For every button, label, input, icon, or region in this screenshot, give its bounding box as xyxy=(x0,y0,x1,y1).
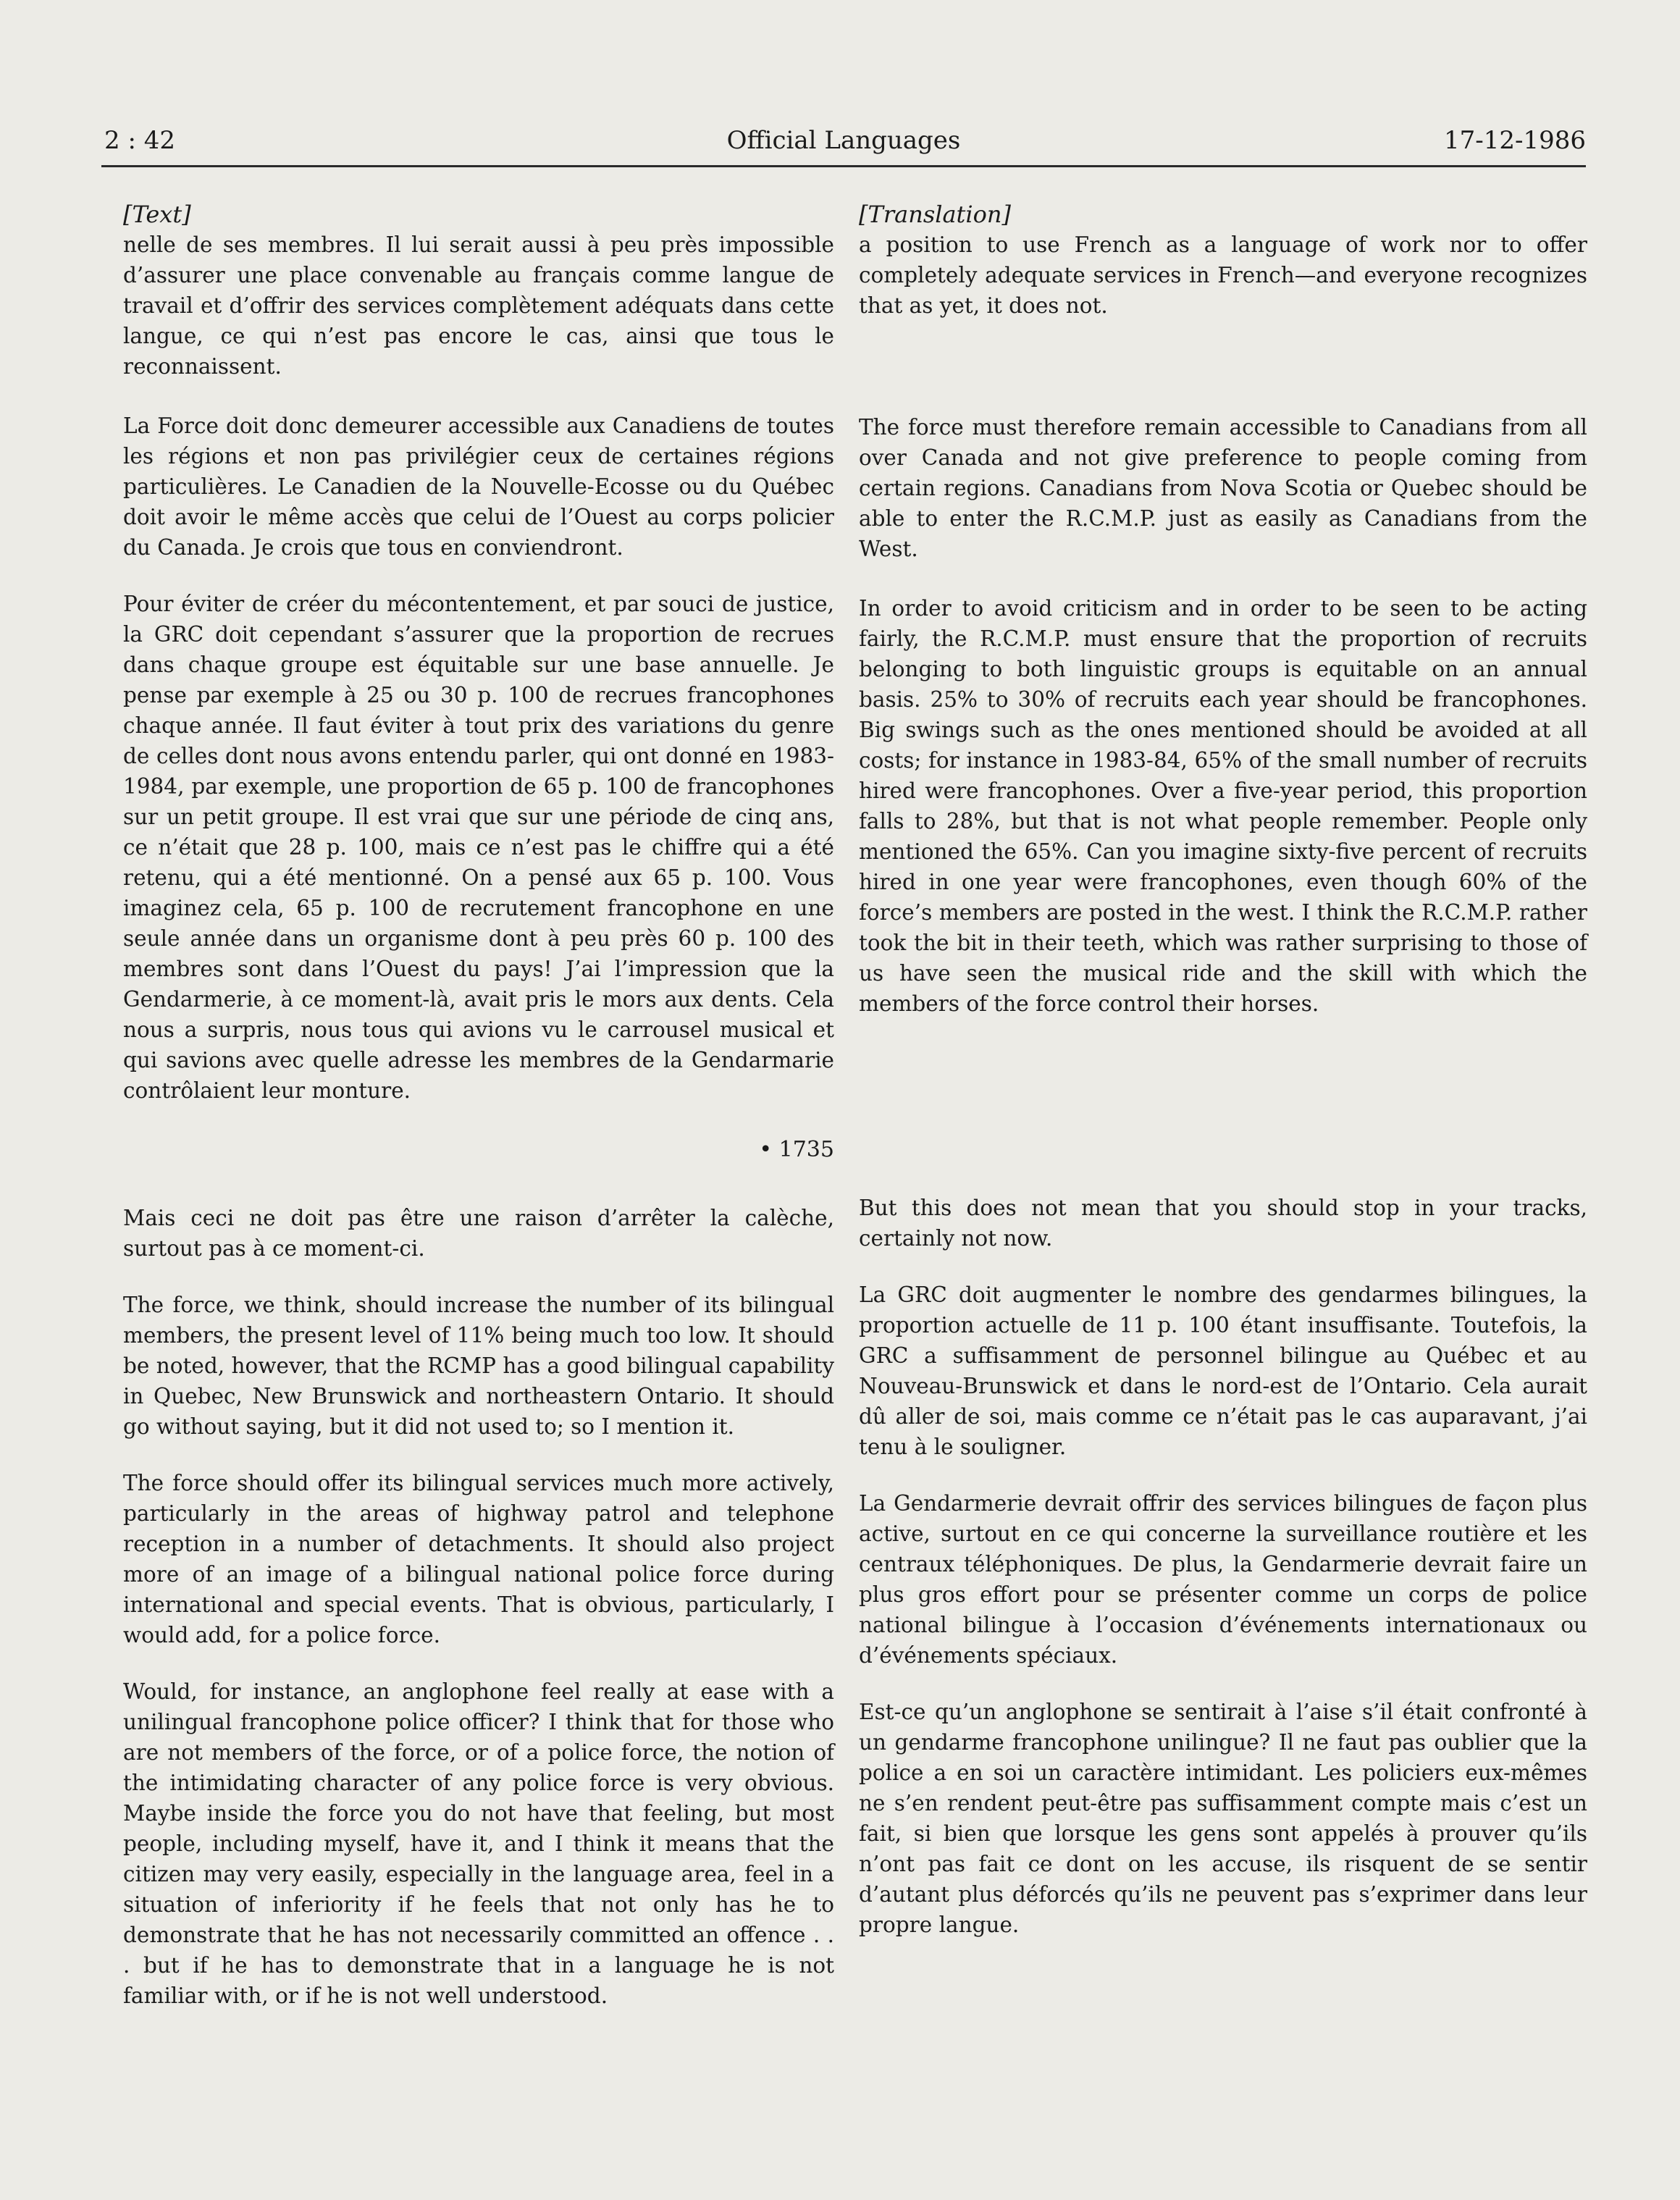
right-paragraph-3: In order to avoid criticism and in order to be seen to be acting fairly, the R.C.M.P. must ensure that the proportion of recruits belonging to both linguistic groups is equitable on an annual basis. 25% to 30% of recruits each year should be francophones. Big swings such as the ones mentioned should be avoided at all costs; for instance in 1983-84, 65% of the small number of recruits hired were francophones. Over a five-year period, this proportion falls to 28%, but that is not what people remember. People only mentioned the 65%. Can you imagine sixty-five percent of recruits hired in one year were francophones, even though 60% of the force’s members are posted in the west. I think the R.C.M.P. rather took the bit in their teeth, which was rather surprising to those of us have seen the musical ride and the skill with which the members of the force control their horses. xyxy=(859,596,1587,1016)
right-paragraph-5: La GRC doit augmenter le nombre des gendarmes bilingues, la proportion actuelle de 11 p. 100 étant insuffisante. Toutefois, la GRC a suffisamment de personnel bilingue au Québec et au Nouveau-Brunswick et dans le nord-est de l’Ontario. Cela aurait dû aller de soi, mais comme ce n’était pas le cas auparavant, j’ai tenu à le souligner. xyxy=(859,1282,1587,1459)
translation-tag: [Translation] xyxy=(859,201,1011,228)
page-number: 2 : 42 xyxy=(104,126,175,155)
left-paragraph-6: The force should offer its bilingual services much more actively, particularly in the areas of highway patrol and telephone reception in a number of detachments. It should also project more of an image of a bilingual national police force during international and special events. That is obvious, particularly, I would add, for a police force. xyxy=(123,1471,834,1647)
left-column xyxy=(123,199,834,2011)
right-paragraph-2: The force must therefore remain accessible to Canadians from all over Canada and not give preference to people coming from certain regions. Canadians from Nova Scotia or Quebec should be able to enter the R.C.M.P. just as easily as Canadians from the West. xyxy=(859,415,1587,561)
running-title: Official Languages xyxy=(726,126,961,155)
right-paragraph-7: Est-ce qu’un anglophone se sentirait à l’aise s’il était confronté à un gendarme francophone unilingue? Il ne faut pas oublier que la police a en soi un caractère intimidant. Les policiers eux-mêmes ne s’en rendent peut-être pas suffisamment compte mais c’est un fait, si bien que lorsque les gens sont appelés à prouver qu’ils n’ont pas fait ce dont on les accuse, ils risquent de se sentir d’autant plus déforcés qu’ils ne peuvent pas s’exprimer dans leur propre langue. xyxy=(859,1700,1587,1937)
translation-tag-label: Translation xyxy=(868,201,1002,228)
right-paragraph-6: La Gendarmerie devrait offrir des services bilingues de façon plus active, surtout en ce qui concerne la surveillance routière et les centraux téléphoniques. De plus, la Gendarmerie devrait faire un plus gros effort pour se présenter comme un corps de police national bilingue à l’occasion d’événements internationaux ou d’événements spéciaux. xyxy=(859,1491,1587,1668)
text-tag: [Text] xyxy=(123,201,191,228)
right-column xyxy=(859,199,1587,1940)
left-paragraph-5: The force, we think, should increase the number of its bilingual members, the present level of 11% being much too low. It should be noted, however, that the RCMP has a good bilingual capability in Quebec, New Brunswick and northeastern Ontario. It should go without saying, but it did not used to; so I mention it. xyxy=(123,1293,834,1439)
left-paragraph-4: Mais ceci ne doit pas être une raison d’arrêter la calèche, surtout pas à ce moment-ci. xyxy=(123,1206,834,1261)
left-paragraph-7: Would, for instance, an anglophone feel really at ease with a unilingual francophone police officer? I think that for those who are not members of the force, or of a police force, the notion of the intimidating character of any police force is very obvious. Maybe inside the force you do not have that feeling, but most people, including myself, have it, and I think it means that the citizen may very easily, especially in the language area, feel in a situation of inferiority if he feels that not only has he to demonstrate that he has not necessarily committed an offence . . . but if he has to demonstrate that in a language he is not familiar with, or if he is not well understood. xyxy=(123,1679,834,2008)
right-paragraph-1: a position to use French as a language of work nor to offer completely adequate services in French—and everyone recognizes that as yet, it does not. xyxy=(859,232,1587,318)
text-tag-label: Text xyxy=(132,201,182,228)
right-paragraph-4: But this does not mean that you should stop in your tracks, certainly not now. xyxy=(859,1196,1587,1251)
left-paragraph-1: nelle de ses membres. Il lui serait aussi à peu près impossible d’assurer une place convenable au français comme langue de travail et d’offrir des services complètement adéquats dans cette langue, ce qui n’est pas encore le cas, ainsi que tous le reconnaissent. xyxy=(123,232,834,379)
sitting-date: 17-12-1986 xyxy=(1443,126,1586,155)
time-marker: • 1735 xyxy=(759,1137,834,1162)
left-paragraph-2: La Force doit donc demeurer accessible aux Canadiens de toutes les régions et non pas privilégier ceux de certaines régions particulières. Le Canadien de la Nouvelle-Ecosse ou du Québec doit avoir le même accès que celui de l’Ouest au corps policier du Canada. Je crois que tous en conviendront. xyxy=(123,413,834,560)
left-paragraph-3: Pour éviter de créer du mécontentement, et par souci de justice, la GRC doit cependant s’assurer que la proportion de recrues dans chaque groupe est équitable sur une base annuelle. Je pense par exemple à 25 ou 30 p. 100 de recrues francophones chaque année. Il faut éviter à tout prix des variations du genre de celles dont nous avons entendu parler, qui ont donné en 1983-1984, par exemple, une proportion de 65 p. 100 de francophones sur un petit groupe. Il est vrai que sur une période de cinq ans, ce n’était que 28 p. 100, mais ce n’est pas le chiffre qui a été retenu, qui a été mentionné. On a pensé aux 65 p. 100. Vous imaginez cela, 65 p. 100 de recrutement francophone en une seule année dans un organisme dont à peu près 60 p. 100 des membres sont dans l’Ouest du pays! J’ai l’impression que la Gendarmerie, à ce moment-là, avait pris le mors aux dents. Cela nous a surpris, nous tous qui avions vu le carrousel musical et qui savions avec quelle adresse les membres de la Gendarmarie contrôlaient leur monture. xyxy=(123,592,834,1103)
page-header xyxy=(101,122,1586,167)
